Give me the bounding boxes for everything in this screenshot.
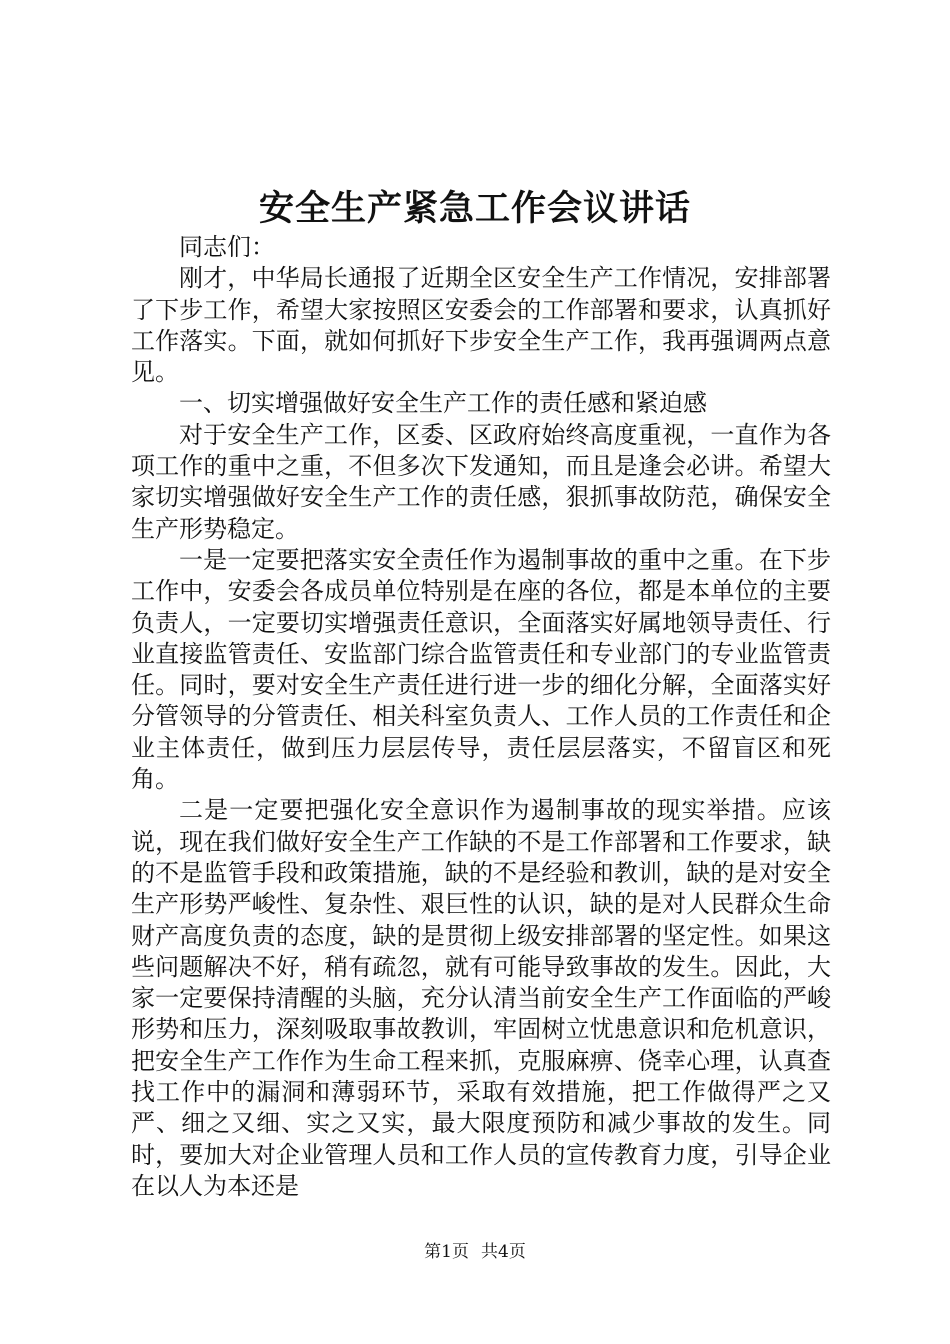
salutation-paragraph: 同志们：	[179, 233, 275, 261]
section-heading: 一、切实增强做好安全生产工作的责任感和紧迫感	[179, 389, 707, 418]
body-paragraph: 一是一定要把落实安全责任作为遏制事故的重中之重。在下步工作中，安委会各成员单位特别是在座的各位，都是本单位的主要负责人，一定要切实增强责任意识，全面落实好属地领导责任、行业直接监管责任、安监部门综合监管责任和专业部门的专业监管责任。同时，要对安全生产责任进行进一步的细化分解，全面落实好分管领导的分管责任、相关科室负责人、工作人员的工作责任和企业主体责任，做到压力层层传导，责任层层落实，不留盲区和死角。	[131, 545, 831, 794]
document-title: 安全生产紧急工作会议讲话	[258, 188, 691, 229]
intro-paragraph: 刚才，中华局长通报了近期全区安全生产工作情况，安排部署了下步工作，希望大家按照区安委会的工作部署和要求，认真抓好工作落实。下面，就如何抓好下步安全生产工作，我再强调两点意见。	[131, 264, 831, 387]
body-paragraph: 对于安全生产工作，区委、区政府始终高度重视，一直作为各项工作的重中之重，不但多次下发通知，而且是逢会必讲。希望大家切实增强做好安全生产工作的责任感，狠抓事故防范，确保安全生产形势稳定。	[131, 420, 831, 543]
page-number: 第1页	[424, 1242, 469, 1262]
document-body	[131, 232, 831, 1202]
page-total: 共4页	[481, 1242, 526, 1262]
body-paragraph: 二是一定要把强化安全意识作为遏制事故的现实举措。应该说，现在我们做好安全生产工作缺的不是工作部署和工作要求，缺的不是监管手段和政策措施，缺的不是经验和教训，缺的是对安全生产形势严峻性、复杂性、艰巨性的认识，缺的是对人民群众生命财产高度负责的态度，缺的是贯彻上级安排部署的坚定性。如果这些问题解决不好，稍有疏忽，就有可能导致事故的发生。因此，大家一定要保持清醒的头脑，充分认清当前安全生产工作面临的严峻形势和压力，深刻吸取事故教训，牢固树立忧患意识和危机意识，把安全生产工作作为生命工程来抓，克服麻痹、侥幸心理，认真查找工作中的漏洞和薄弱环节，采取有效措施，把工作做得严之又严、细之又细、实之又实，最大限度预防和减少事故的发生。同时，要加大对企业管理人员和工作人员的宣传教育力度，引导企业在以人为本还是	[131, 796, 831, 1200]
page-footer	[0, 1240, 950, 1264]
